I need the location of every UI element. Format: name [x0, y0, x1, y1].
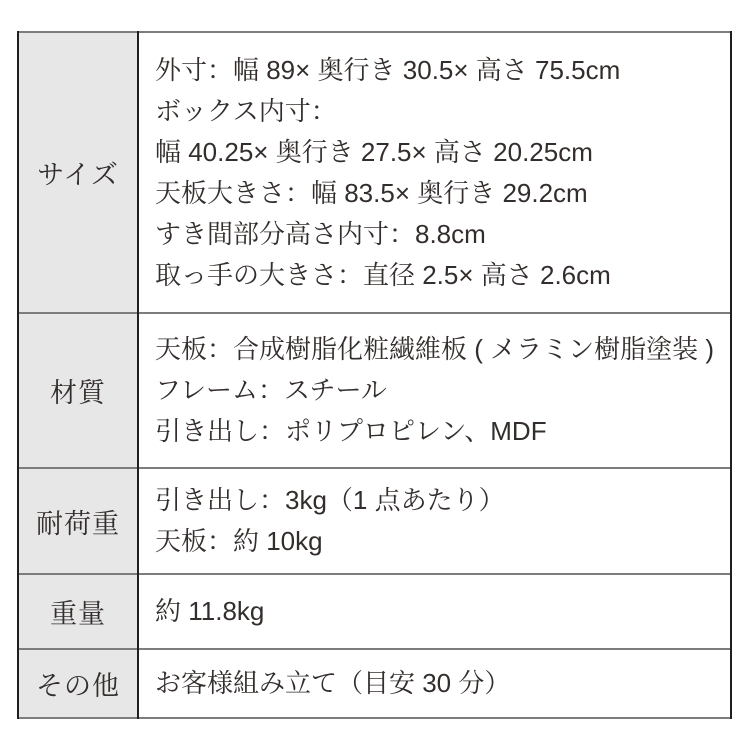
- spec-value-load-capacity: [138, 468, 731, 574]
- spec-line: 幅 40.25× 奥行き 27.5× 高さ 20.25cm: [155, 136, 593, 167]
- spec-value-size: [138, 32, 731, 313]
- spec-label-weight: 重量: [18, 574, 138, 649]
- spec-line: お客様組み立て（目安 30 分）: [155, 668, 511, 698]
- spec-label-other: その他: [18, 649, 138, 718]
- spec-line: 引き出し：3kg（1 点あたり）: [155, 485, 505, 515]
- spec-row-load-capacity: [18, 468, 731, 574]
- spec-line: ボックス内寸：: [155, 95, 337, 126]
- spec-label-load-capacity: 耐荷重: [18, 468, 138, 574]
- spec-value-other: [138, 649, 731, 718]
- spec-line: 天板大きさ：幅 83.5× 奥行き 29.2cm: [155, 177, 588, 208]
- spec-label-size: サイズ: [18, 32, 138, 313]
- spec-line: すき間部分高さ内寸：8.8cm: [155, 218, 486, 249]
- spec-line: 引き出し：ポリプロピレン、MDF: [155, 416, 547, 446]
- spec-table-body: [18, 32, 731, 718]
- spec-label-material: 材質: [18, 313, 138, 468]
- spec-line: 外寸：幅 89× 奥行き 30.5× 高さ 75.5cm: [155, 54, 621, 85]
- spec-row-other: [18, 649, 731, 718]
- spec-line: 取っ手の大きさ：直径 2.5× 高さ 2.6cm: [155, 259, 611, 290]
- spec-row-material: [18, 313, 731, 468]
- spec-table: [17, 31, 732, 719]
- spec-value-material: [138, 313, 731, 468]
- spec-row-size: [18, 32, 731, 313]
- spec-line: 天板：約 10kg: [155, 526, 323, 556]
- spec-line: 天板：合成樹脂化粧繊維板 ( メラミン樹脂塗装 ): [155, 334, 714, 364]
- spec-value-weight: [138, 574, 731, 649]
- spec-row-weight: [18, 574, 731, 649]
- spec-line: 約 11.8kg: [155, 596, 265, 626]
- spec-line: フレーム：スチール: [155, 375, 387, 405]
